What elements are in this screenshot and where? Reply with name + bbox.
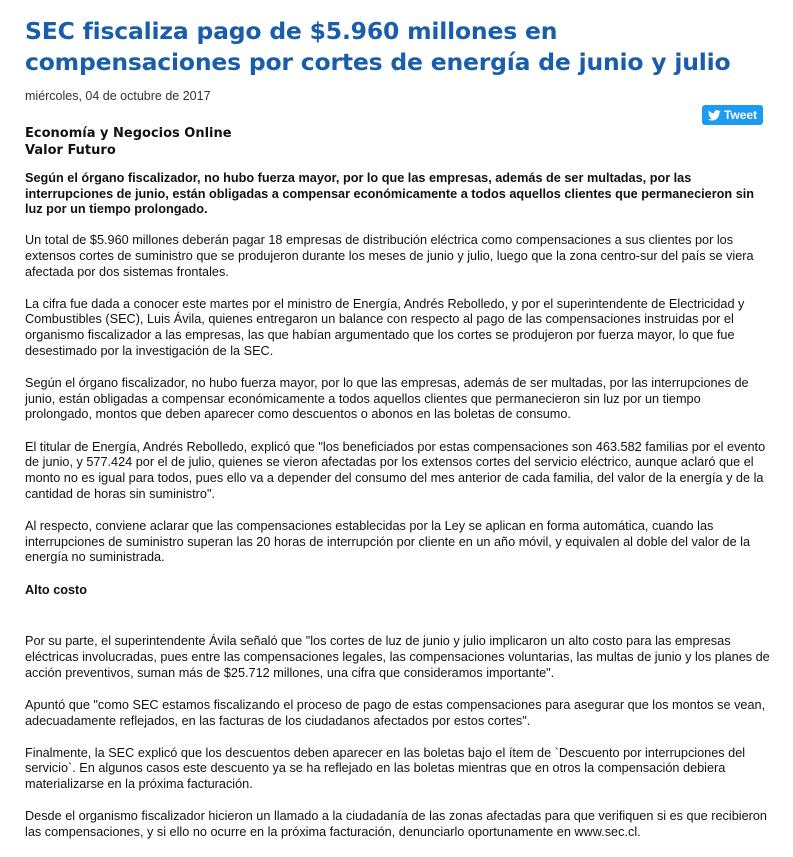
tweet-label: Tweet [723,108,758,122]
article-headline: SEC fiscaliza pago de $5.960 millones en compensaciones por cortes de energía de junio y julio [25,17,731,76]
paragraph: Según el órgano fiscalizador, no hubo fuerza mayor, por lo que las empresas, además de ser multadas, por las interrupciones de junio, están obligadas a compensar económicamente a todos aquellos clientes que permanecieron sin luz por un tiempo prolongado, montos que deben aparecer como descuentos o abonos en las boletas de consumo. [25,376,749,422]
paragraph: Desde el organismo fiscalizador hicieron un llamado a la ciudadanía de las zonas afectadas para que verifiquen si es que recibieron las compensaciones, y si ello no ocurre en la próxima facturación, denunciarlo oportunamente en www.sec.cl. [25,809,767,840]
paragraph: Por su parte, el superintendente Ávila señaló que "los cortes de luz de junio y julio implicaron un alto costo para las empresas eléctricas involucradas, pues entre las compensaciones legales, las compensaciones voluntarias, las multas de junio y los planes de acción preventivos, suman más de $25.712 millones, una cifra que consideramos importante". [25,634,770,680]
article-body [25,171,770,857]
paragraph: La cifra fue dada a conocer este martes por el ministro de Energía, Andrés Rebolledo, y por el superintendente de Electricidad y Combustibles (SEC), Luis Ávila, quienes entregaron un balance con respecto al pago de las compensaciones instruidas por el organismo fiscalizador a las empresas, las que habían argumentado que los cortes se produjeron por fuerza mayor, lo que fue desestimado por la investigación de la SEC. [25,296,745,358]
tweet-button[interactable] [702,105,763,125]
source-line-1: Economía y Negocios Online [25,126,232,141]
twitter-bird-icon [708,110,721,121]
paragraph: Al respecto, conviene aclarar que las compensaciones establecidas por la Ley se aplican en forma automática, cuando las interrupciones de suministro superan las 20 horas de interrupción por cliente en un año móvil, y equivalen al doble del valor de la energía no suministrada. [25,518,751,565]
paragraph: Finalmente, la SEC explicó que los descuentos deben aparecer en las boletas bajo el ítem de `Descuento por interrupciones del servicio`. En algunos casos este descuento ya se ha reflejado en las boletas mientras que en otros la compensación debiera materializarse en la próxima facturación. [25,745,746,792]
section-subheading: Alto costo [25,582,88,597]
article-lead: Según el órgano fiscalizador, no hubo fuerza mayor, por lo que las empresas, además de ser multadas, por las interrupciones de junio, están obligadas a compensar económicamente a todos aquellos clientes que permanecieron sin luz por un tiempo prolongado. [25,171,755,217]
paragraph: El titular de Energía, Andrés Rebolledo, explicó que "los beneficiados por estas compensaciones son 463.582 familias por el evento de junio, y 577.424 por el de julio, quienes se vieron afectadas por los extensos cortes del servicio eléctrico, aunque aclaró que el monto no es igual para todos, pues ello va a depender del consumo del mes anterior de cada familia, del valor de la energía y de la cantidad de horas sin suministro". [25,439,766,501]
paragraph: Apuntó que "como SEC estamos fiscalizando el proceso de pago de estas compensaciones para asegurar que los montos se vean, adecuadamente reflejados, en las facturas de los ciudadanos afectados por estos cortes". [25,697,766,728]
source-line-2: Valor Futuro [25,143,116,158]
article-date: miércoles, 04 de octubre de 2017 [25,89,211,103]
article-source [25,125,232,159]
paragraph: Un total de $5.960 millones deberán pagar 18 empresas de distribución eléctrica como compensaciones a sus clientes por los extensos cortes de suministro que se produjeron durante los meses de junio y julio, luego que la zona centro-sur del país se viera afectada por dos sistemas frontales. [25,233,754,279]
